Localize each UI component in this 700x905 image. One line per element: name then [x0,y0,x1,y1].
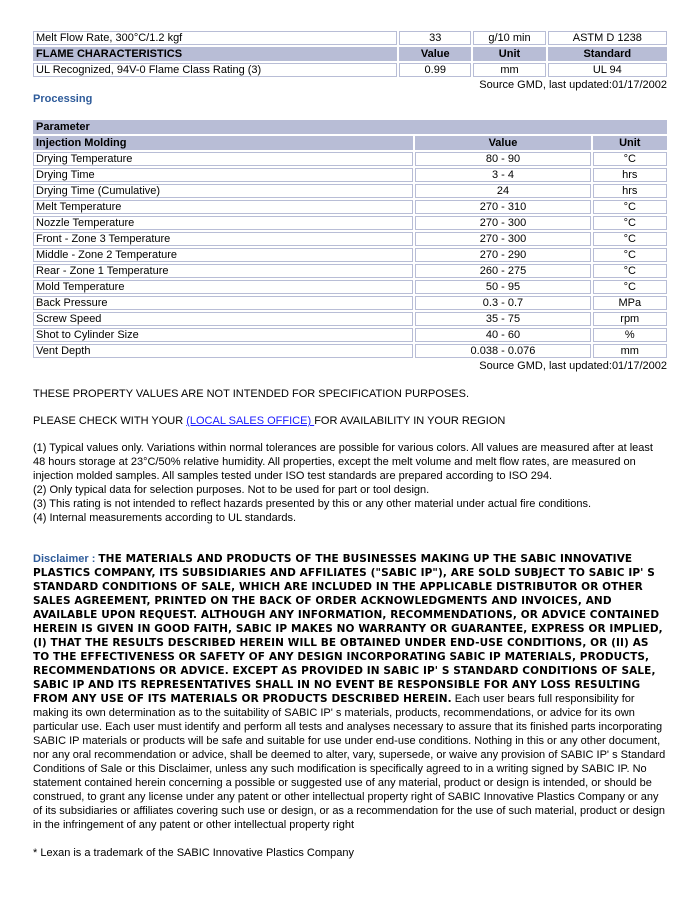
parameter-unit: % [593,328,667,342]
notice-suffix: FOR AVAILABILITY IN YOUR REGION [314,415,506,427]
parameter-name: Back Pressure [33,296,413,310]
parameter-unit: MPa [593,296,667,310]
header-unit: Unit [593,136,667,150]
flame-header-standard: Standard [548,47,667,61]
table-row [33,344,667,358]
footnotes [33,441,667,525]
property-name: Melt Flow Rate, 300°C/1.2 kgf [33,31,397,45]
table-row [33,63,667,77]
parameter-unit: hrs [593,184,667,198]
table-row [33,200,667,214]
parameter-name: Melt Temperature [33,200,413,214]
table-row [33,152,667,166]
processing-title: Processing [33,93,93,105]
header-value: Value [415,136,590,150]
footnote-4: (4) Internal measurements according to UL standards. [33,512,297,524]
footnote-3: (3) This rating is not intended to reflect hazards presented by this or any other material under actual fire conditions. [33,498,592,510]
table-row [33,232,667,246]
parameter-value: 270 - 300 [415,232,590,246]
flame-header-row [33,47,667,61]
parameter-unit: °C [593,264,667,278]
parameter-name: Mold Temperature [33,280,413,294]
parameter-value: 270 - 310 [415,200,590,214]
parameter-value: 80 - 90 [415,152,590,166]
parameter-name: Nozzle Temperature [33,216,413,230]
parameter-value: 260 - 275 [415,264,590,278]
parameter-name: Rear - Zone 1 Temperature [33,264,413,278]
processing-subheader-row [33,136,667,150]
parameter-value: 50 - 95 [415,280,590,294]
property-value: 33 [399,31,471,45]
table-row [33,296,667,310]
flame-header-unit: Unit [473,47,545,61]
parameter-name: Screw Speed [33,312,413,326]
disclaimer-bold-text: THE MATERIALS AND PRODUCTS OF THE BUSINESSES MAKING UP THE SABIC INNOVATIVE PLASTICS COMPANY, ITS SUBSIDIARIES AND AFFILIATES ("SABIC IP"), ARE SOLD SUBJECT TO SABIC IP' S STANDARD CONDITIONS OF SALE, WHICH ARE INCLUDED IN THE APPLICABLE DISTRIBUTOR OR OTHER SALES AGREEMENT, PRINTED ON THE BACK OF ORDER ACKNOWLEDGMENTS AND INVOICES, AND AVAILABLE UPON REQUEST. ALTHOUGH ANY INFORMATION, RECOMMENDATIONS, OR ADVICE CONTAINED HEREIN IS GIVEN IN GOOD FAITH, SABIC IP MAKES NO WARRANTY OR GUARANTEE, EXPRESS OR IMPLIED, (I) THAT THE RESULTS DESCRIBED HEREIN WILL BE OBTAINED UNDER END-USE CONDITIONS, OR (II) AS TO THE EFFECTIVENESS OR SAFETY OF ANY DESIGN INCORPORATING SABIC IP MATERIALS, PRODUCTS, RECOMMENDATIONS OR ADVICE. EXCEPT AS PROVIDED IN SABIC IP' S STANDARD CONDITIONS OF SALE, SABIC IP AND ITS REPRESENTATIVES SHALL IN NO EVENT BE RESPONSIBLE FOR ANY LOSS RESULTING FROM ANY USE OF ITS MATERIALS OR PRODUCTS DESCRIBED HEREIN. [33,553,663,705]
table-row [33,248,667,262]
table-row [33,216,667,230]
parameter-unit: °C [593,200,667,214]
parameter-name: Drying Temperature [33,152,413,166]
datasheet-page [33,31,667,860]
parameter-unit: °C [593,216,667,230]
trademark-note: * Lexan is a trademark of the SABIC Innovative Plastics Company [33,847,354,859]
parameter-value: 0.038 - 0.076 [415,344,590,358]
table-row [33,184,667,198]
parameter-unit: °C [593,232,667,246]
parameter-value: 270 - 290 [415,248,590,262]
spec-warning: THESE PROPERTY VALUES ARE NOT INTENDED FOR SPECIFICATION PURPOSES. [33,388,470,400]
parameter-name: Middle - Zone 2 Temperature [33,248,413,262]
parameter-value: 40 - 60 [415,328,590,342]
parameter-unit: °C [593,152,667,166]
property-unit: mm [473,63,545,77]
table-row [33,280,667,294]
parameter-name: Drying Time (Cumulative) [33,184,413,198]
footnote-1: (1) Typical values only. Variations within normal tolerances are possible for various colors. All values are measured after at least 48 hours storage at 23°C/50% relative humidity. All properties, except the melt volume and melt flow rates, are measured on injection molded samples. All samples tested under ISO test standards are prepared according to ISO 294. [33,442,653,482]
parameter-unit: °C [593,280,667,294]
parameter-name: Vent Depth [33,344,413,358]
parameter-value: 270 - 300 [415,216,590,230]
parameter-name: Drying Time [33,168,413,182]
parameter-value: 0.3 - 0.7 [415,296,590,310]
table-row [33,31,667,45]
parameter-name: Front - Zone 3 Temperature [33,232,413,246]
table-row [33,328,667,342]
local-sales-office-link[interactable]: (LOCAL SALES OFFICE) [186,415,315,427]
property-value: 0.99 [399,63,471,77]
notice-prefix: PLEASE CHECK WITH YOUR [33,415,187,427]
parameter-value: 35 - 75 [415,312,590,326]
table-row [33,312,667,326]
flame-header-value: Value [399,47,471,61]
flame-section-title: FLAME CHARACTERISTICS [33,47,397,61]
property-standard: UL 94 [548,63,667,77]
parameter-unit: mm [593,344,667,358]
parameter-unit: hrs [593,168,667,182]
processing-header-row [33,120,667,134]
parameter-unit: rpm [593,312,667,326]
source-note: Source GMD, last updated:01/17/2002 [479,79,667,91]
disclaimer-label: Disclaimer : [33,553,99,565]
sales-office-notice [33,414,667,428]
parameter-value: 3 - 4 [415,168,590,182]
property-name: UL Recognized, 94V-0 Flame Class Rating (3) [33,63,397,77]
parameter-value: 24 [415,184,590,198]
header-parameter: Parameter [33,120,667,134]
property-unit: g/10 min [473,31,545,45]
header-injection-molding: Injection Molding [33,136,413,150]
property-standard: ASTM D 1238 [548,31,667,45]
processing-table [31,118,669,360]
footnote-2: (2) Only typical data for selection purposes. Not to be used for part or tool design. [33,484,430,496]
properties-table [31,29,669,79]
table-row [33,264,667,278]
parameter-name: Shot to Cylinder Size [33,328,413,342]
processing-source-note: Source GMD, last updated:01/17/2002 [479,360,667,372]
table-row [33,168,667,182]
disclaimer [33,552,667,832]
parameter-unit: °C [593,248,667,262]
disclaimer-normal-text: Each user bears full responsibility for making its own determination as to the suitability of SABIC IP' s materials, products, recommendations, or advice for its own particular use. Each user must identify and perform all tests and analyses necessary to assure that its finished parts incorporating SABIC IP materials or products will be safe and suitable for use under end-use conditions. Nothing in this or any other document, nor any oral recommendation or advice, shall be deemed to alter, vary, supersede, or waive any provision of SABIC IP' s Standard Conditions of Sale or this Disclaimer, unless any such modification is specifically agreed to in a writing signed by SABIC IP. No statement contained herein concerning a possible or suggested use of any material, product or design is intended, or should be construed, to grant any license under any patent or other intellectual property right of SABIC Innovative Plastics Company or any of its subsidiaries or affiliates covering such use or design, or as a recommendation for the use of such material, product or design in the infringement of any patent or other intellectual property right [33,693,666,831]
